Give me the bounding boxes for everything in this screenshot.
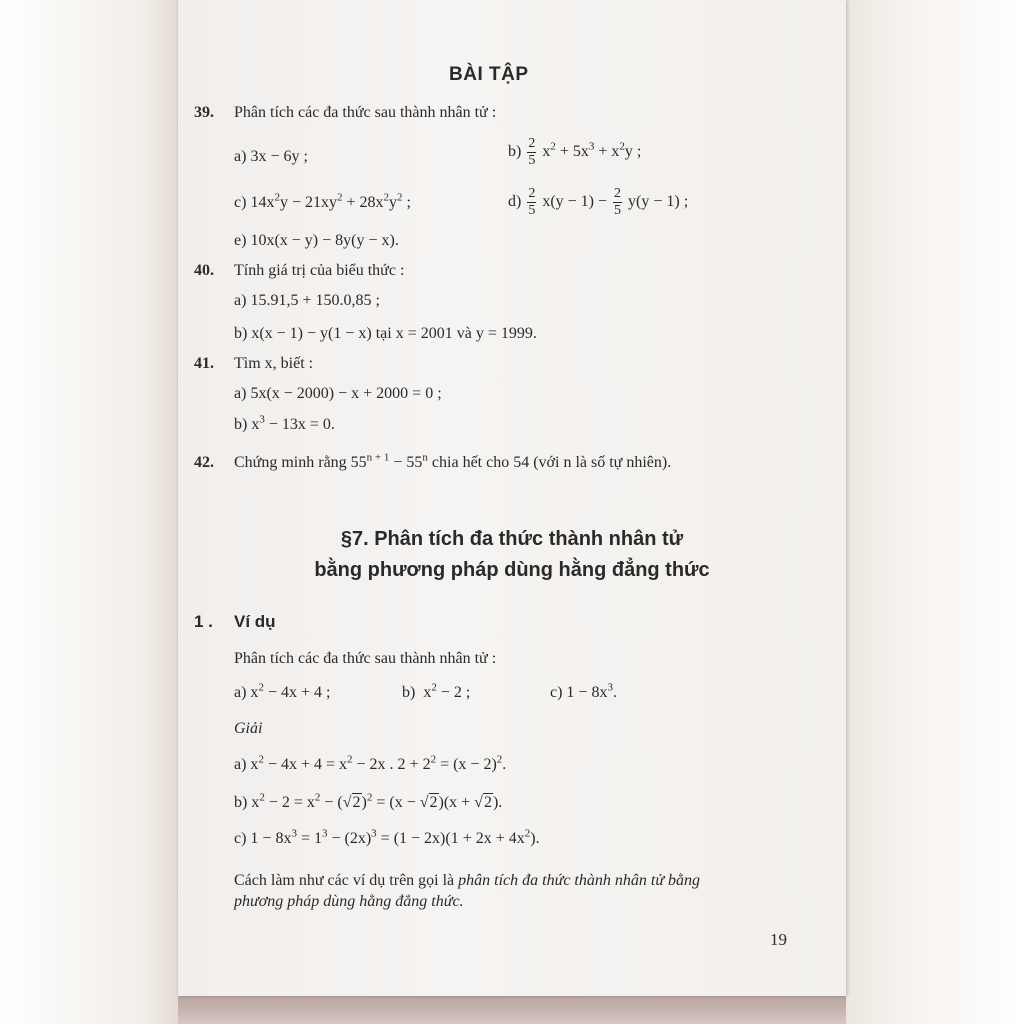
subsection-title: Ví dụ [234, 612, 276, 631]
background-bottom [178, 996, 846, 1024]
exercise-40-number: 40. [194, 262, 214, 279]
label-a: a) [234, 148, 247, 165]
fraction-2-5 [613, 186, 622, 219]
text-before: Chứng minh rằng [234, 454, 347, 471]
page-number: 19 [770, 930, 787, 949]
solution-b: b) $x^2 - 2 = x^2 - (√2)^2 = (x - √2)(x + √2)$. [234, 791, 503, 811]
fraction-2-5 [527, 136, 536, 169]
exercise-39a [234, 148, 308, 166]
exercises-heading: BÀI TẬP [449, 64, 529, 85]
exercise-39-prompt: Phân tích các đa thức sau thành nhân tử : [234, 104, 497, 121]
expr-40b: x(x − 1) − y(1 − x) tại x = 2001 và y = 1999. [251, 325, 537, 342]
exercise-40-prompt: Tính giá trị của biểu thức : [234, 262, 405, 279]
label-d: d) [508, 193, 522, 211]
expr-39b: $x^2 + 5x^3 + x^2y$ ; [542, 140, 642, 161]
exercise-39-number: 39. [194, 104, 214, 121]
frac-den: 5 [528, 203, 536, 218]
expr-39d-part1: x(y − 1) − [542, 193, 608, 211]
conclusion-line2: phương pháp dùng hằng đẳng thức. [234, 893, 464, 910]
example-b: b) $x^2 - 2$ ; [402, 681, 471, 701]
label-e: e) [234, 232, 247, 249]
label-b: b) [234, 416, 248, 433]
solution-label: Giải [234, 720, 263, 737]
section-title-line2: bằng phương pháp dùng hằng đẳng thức [314, 559, 710, 581]
solution-c: c) $1 - 8x^3 = 1^3 - (2x)^3 = (1 - 2x)(1 + 2x + 4x^2)$. [234, 827, 540, 847]
conclusion-prefix: Cách làm như các ví dụ trên gọi là [234, 872, 455, 889]
label-a: a) [234, 292, 247, 309]
exercise-41-prompt: Tìm x, biết : [234, 355, 314, 372]
book-page [178, 0, 846, 996]
exercise-42-number: 42. [194, 454, 214, 471]
expr-42: $55^{n + 1} - 55^n$ [350, 451, 428, 471]
example-c: c) $1 - 8x^3$. [550, 681, 617, 701]
label-a: a) [234, 385, 247, 402]
frac-num: 2 [528, 186, 536, 201]
expr-39d-part2: y(y − 1) ; [628, 193, 689, 211]
expr-39e: 10x(x − y) − 8y(y − x). [250, 232, 399, 249]
background-left [0, 0, 178, 1024]
expr-39c: $14x^2y - 21xy^2 + 28x^2y^2$ ; [250, 191, 411, 211]
frac-num: 2 [614, 186, 622, 201]
subsection-number: 1 . [194, 612, 213, 631]
exercise-41-number: 41. [194, 355, 214, 372]
expr-40a: 15.91,5 + 150.0,85 ; [250, 292, 380, 309]
conclusion-term-1: phân tích đa thức thành nhân tử bằng [458, 872, 701, 889]
expr-41b: $x^3 - 13x = 0$. [251, 413, 335, 433]
exercise-39b [508, 136, 641, 169]
label-c: c) [234, 194, 247, 211]
frac-num: 2 [528, 136, 536, 151]
expr-39a: 3x − 6y ; [250, 148, 308, 165]
example-a: a) $x^2 - 4x + 4$ ; [234, 681, 331, 701]
background-right [846, 0, 1024, 1024]
exercise-39c [234, 191, 411, 212]
exercise-40a [234, 292, 380, 310]
expr-41a: 5x(x − 2000) − x + 2000 = 0 ; [250, 385, 442, 402]
exercise-41b [234, 413, 335, 434]
example-prompt: Phân tích các đa thức sau thành nhân tử : [234, 650, 497, 667]
solution-a: a) $x^2 - 4x + 4 = x^2 - 2x$ . $2 + 2^2 = (x - 2)^2$. [234, 753, 507, 773]
label-b: b) [234, 325, 248, 342]
exercise-41a [234, 385, 442, 403]
frac-den: 5 [528, 153, 536, 168]
exercise-39e [234, 232, 399, 250]
exercise-42-text [234, 451, 672, 472]
exercise-40b [234, 325, 537, 343]
section-title-line1: §7. Phân tích đa thức thành nhân tử [340, 528, 684, 550]
conclusion-line1 [234, 872, 700, 890]
label-b: b) [508, 143, 522, 161]
text-after: chia hết cho 54 (với n là số tự nhiên). [431, 454, 672, 471]
exercise-39d [508, 186, 688, 219]
frac-den: 5 [614, 203, 622, 218]
fraction-2-5 [527, 186, 536, 219]
